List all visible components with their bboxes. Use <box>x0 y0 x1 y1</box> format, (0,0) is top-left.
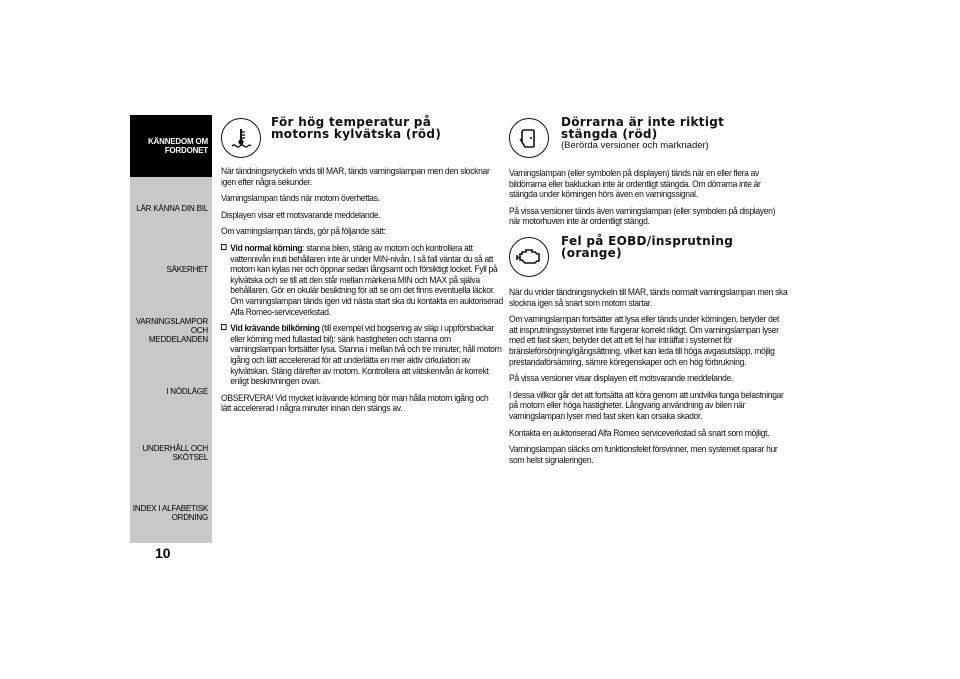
door-title-line2: stängda (röd) <box>561 127 658 141</box>
sidebar-item-sakerhet[interactable] <box>130 239 212 300</box>
paragraph: Om varningslampan fortsätter att lysa eller tänds under körningen, betyder det att insprutningssystemet inte fungerar korrekt riktigt. Om varningslampan lyser med ett fast sken, betyder det att ett fel har inträffat i systemet för bränsleförsörjning/igångsättning, vilket kan leda till höga avgasutsläpp, möjlig prestandaförsämring, sämre köregenskaper och en hög förbrukning. <box>509 314 780 367</box>
checkbox-bullet-icon <box>221 324 227 330</box>
sidebar-item-underhall[interactable] <box>130 422 212 483</box>
sidebar-item-varningslampor[interactable] <box>130 300 212 361</box>
right-column <box>509 112 787 471</box>
note-paragraph: OBSERVERA! Vid mycket krävande körning bör man hålla motorn igång och lätt accelererad i några minuter innan den stängs av. <box>221 392 489 414</box>
door-open-icon <box>509 118 549 158</box>
engine-check-icon <box>509 237 549 277</box>
paragraph: På vissa versioner visar displayen ett motsvarande meddelande. <box>509 373 733 384</box>
sidebar-item-kannedom[interactable] <box>130 115 212 177</box>
sidebar-item-label: UNDERHÅLL OCH SKÖTSEL <box>142 443 208 462</box>
door-heading <box>509 112 787 168</box>
bullet-text: : stanna bilen, stäng av motorn och kontrollera att vattennivån inuti behållaren inte är under MIN-nivån. I så fall väntar du så att motorn kan kylas ner och öppnar sedan långsamt och försiktigt locket. Fyll på kylvätska och se till att den står mellan märkena MIN och MAX på själva behållaren. Gör en okulär besiktning för att se om det finns eventuella läckor. Om varningslampan tänds igen vid nästa start ska du kontakta en auktoriserad Alfa Romeo-serviceverkstad. <box>230 242 503 317</box>
paragraph: Kontakta en auktoriserad Alfa Romeo serviceverkstad så snart som möjligt. <box>509 427 770 438</box>
sidebar-item-nodlage[interactable] <box>130 361 212 422</box>
checkbox-bullet-icon <box>221 244 227 250</box>
paragraph: När du vrider tändningsnyckeln till MAR, tänds normalt varningslampan men ska slockna igen så snart som motorn startar. <box>509 286 788 308</box>
chapter-sidebar <box>130 115 212 543</box>
bullet-lead: Vid krävande bilkörning <box>230 323 320 334</box>
bullet-lead: Vid normal körning <box>230 242 303 253</box>
paragraph: Om varningslampan tänds, gör på följande sätt: <box>221 226 386 237</box>
bullet-text: (till exempel vid bogsering av släp i uppförsbackar eller körning med fullastad bil): sänk hastigheten och stanna om varningslampan fortsätter lysa. Stanna i mellan två och tre minuter, håll motorn igång och lätt accelererad för att underlätta en mer aktiv cirkulation av kylvätskan. Stäng därefter av motorn. Kontrollera att vätskenivån är korrekt enligt beskrivningen ovan. <box>230 323 502 387</box>
bullet-normal-driving <box>221 243 503 317</box>
sidebar-item-label: SÄKERHET <box>166 265 208 274</box>
eobd-title-line2: (orange) <box>561 245 622 260</box>
sidebar-item-lar-kanna[interactable] <box>130 177 212 239</box>
sidebar-item-index[interactable] <box>130 483 212 543</box>
coolant-title-line2: motorns kylvätska (röd) <box>271 127 442 141</box>
bullet-demanding-driving <box>221 323 503 387</box>
door-title-line1: Dörrarna är inte riktigt <box>561 115 725 129</box>
left-column <box>221 112 503 420</box>
paragraph: Varningslampan (eller symbolen på displayen) tänds när en eller flera av bildörrarna eller bakluckan inte är ordentligt stängda. Om dörrarna inte är stängda under körningen hörs även en varningssignal. <box>509 168 761 200</box>
sidebar-item-label: VARNINGSLAMPOR OCH MEDDELANDEN <box>135 317 208 344</box>
sidebar-item-label: KÄNNEDOM OM FORDONET <box>147 137 208 155</box>
door-subtitle: (Berörda versioner och marknader) <box>561 140 709 151</box>
sidebar-item-label: INDEX I ALFABETISK ORDNING <box>132 504 208 522</box>
page-number: 10 <box>155 545 171 561</box>
sidebar-item-label: I NÖDLÄGE <box>166 387 208 396</box>
paragraph: När tändningsnyckeln vrids till MAR, tänds varningslampan men den slocknar igen efter några sekunder. <box>221 166 490 187</box>
sidebar-item-label: LÄR KÄNNA DIN BIL <box>136 203 208 213</box>
paragraph: Displayen visar ett motsvarande meddelande. <box>221 209 381 220</box>
coolant-temperature-icon <box>221 118 261 158</box>
eobd-title-line1: Fel på EOBD/insprutning <box>561 233 734 248</box>
paragraph: Varningslampan släcks om funktionsfelet försvinner, men systemet sparar hur som helst signaleringen. <box>509 444 778 465</box>
coolant-title-line1: För hög temperatur på <box>271 115 432 129</box>
coolant-heading <box>221 112 493 166</box>
paragraph: I dessa villkor går det att fortsätta att köra genom att undvika tunga belastningar på motorn eller höga hastigheter. Långvarig användning av bilen när varningslampan lyser med fast sken kan orsaka skador. <box>509 389 784 421</box>
paragraph: På vissa versioner tänds även varningslampan (eller symbolen på displayen) när motorhuven inte är ordentligt stängd. <box>509 205 776 227</box>
eobd-heading <box>509 233 787 287</box>
paragraph: Varningslampan tänds när motorn överhettas. <box>221 193 380 204</box>
